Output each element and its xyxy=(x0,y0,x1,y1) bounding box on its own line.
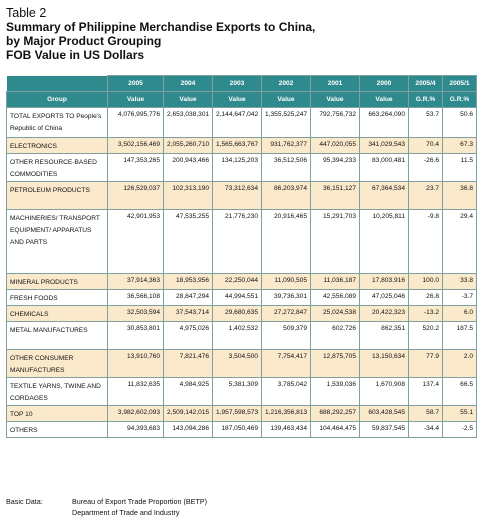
value-cell: 86,203,974 xyxy=(262,182,311,210)
growth-rate-cell: 2.0 xyxy=(443,350,477,378)
value-cell: 341,029,543 xyxy=(360,138,409,154)
value-cell: 603,428,545 xyxy=(360,406,409,422)
value-cell: 29,680,635 xyxy=(213,306,262,322)
value-cell: 27,272,847 xyxy=(262,306,311,322)
value-cell: 862,351 xyxy=(360,322,409,350)
table-title-block xyxy=(6,6,315,62)
year-header: 2005/4 xyxy=(409,76,443,92)
unit-header: G.R.% xyxy=(409,92,443,108)
group-cell: METAL MANUFACTURES xyxy=(7,322,108,350)
value-cell: 3,502,156,469 xyxy=(108,138,164,154)
value-cell: 42,901,953 xyxy=(108,210,164,274)
growth-rate-cell: 66.5 xyxy=(443,378,477,406)
unit-header: Value xyxy=(164,92,213,108)
value-cell: 21,776,230 xyxy=(213,210,262,274)
growth-rate-cell: 67.3 xyxy=(443,138,477,154)
value-cell: 102,313,190 xyxy=(164,182,213,210)
table-row xyxy=(7,406,477,422)
growth-rate-cell: 29.4 xyxy=(443,210,477,274)
growth-rate-cell: 33.8 xyxy=(443,274,477,290)
table-title-line-1: Summary of Philippine Merchandise Exports to China, xyxy=(6,20,316,34)
value-cell: 3,982,602,093 xyxy=(108,406,164,422)
value-cell: 13,910,760 xyxy=(108,350,164,378)
year-header: 2000 xyxy=(360,76,409,92)
table-row xyxy=(7,138,477,154)
value-cell: 32,503,594 xyxy=(108,306,164,322)
unit-header: G.R.% xyxy=(443,92,477,108)
value-cell: 2,509,142,015 xyxy=(164,406,213,422)
value-cell: 1,565,663,767 xyxy=(213,138,262,154)
table-row xyxy=(7,108,477,138)
header-blank-cell xyxy=(7,76,108,92)
group-cell: PETROLEUM PRODUCTS xyxy=(7,182,108,210)
value-cell: 147,353,265 xyxy=(108,154,164,182)
value-cell: 1,957,598,573 xyxy=(213,406,262,422)
value-cell: 73,312,634 xyxy=(213,182,262,210)
growth-rate-cell: -26.6 xyxy=(409,154,443,182)
value-cell: 2,653,038,301 xyxy=(164,108,213,138)
value-cell: 36,566,108 xyxy=(108,290,164,306)
value-cell: 39,736,301 xyxy=(262,290,311,306)
growth-rate-cell: 11.5 xyxy=(443,154,477,182)
value-cell: 200,943,466 xyxy=(164,154,213,182)
value-cell: 509,379 xyxy=(262,322,311,350)
growth-rate-cell: -34.4 xyxy=(409,422,443,438)
growth-rate-cell: 100.0 xyxy=(409,274,443,290)
value-cell: 104,464,475 xyxy=(311,422,360,438)
growth-rate-cell: 55.1 xyxy=(443,406,477,422)
value-cell: 11,090,505 xyxy=(262,274,311,290)
value-cell: 2,055,260,710 xyxy=(164,138,213,154)
group-cell: ELECTRONICS xyxy=(7,138,108,154)
growth-rate-cell: -3.7 xyxy=(443,290,477,306)
group-cell: OTHERS xyxy=(7,422,108,438)
years-header-row xyxy=(7,76,477,92)
value-cell: 126,529,037 xyxy=(108,182,164,210)
unit-header: Value xyxy=(360,92,409,108)
growth-rate-cell: -2.5 xyxy=(443,422,477,438)
value-cell: 22,250,044 xyxy=(213,274,262,290)
table-row xyxy=(7,182,477,210)
value-cell: 47,025,046 xyxy=(360,290,409,306)
growth-rate-cell: 77.9 xyxy=(409,350,443,378)
value-cell: 95,394,233 xyxy=(311,154,360,182)
value-cell: 11,036,187 xyxy=(311,274,360,290)
year-header: 2005 xyxy=(108,76,164,92)
value-cell: 931,762,377 xyxy=(262,138,311,154)
value-cell: 10,205,811 xyxy=(360,210,409,274)
value-cell: 44,994,551 xyxy=(213,290,262,306)
year-header: 2003 xyxy=(213,76,262,92)
source-line-1: Bureau of Export Trade Proportion (BETP) xyxy=(72,497,208,506)
group-cell: CHEMICALS xyxy=(7,306,108,322)
growth-rate-cell: -9.8 xyxy=(409,210,443,274)
value-cell: 5,381,309 xyxy=(213,378,262,406)
value-cell: 37,543,714 xyxy=(164,306,213,322)
group-cell: TOP 10 xyxy=(7,406,108,422)
value-cell: 94,393,683 xyxy=(108,422,164,438)
value-cell: 17,803,916 xyxy=(360,274,409,290)
units-header-row xyxy=(7,92,477,108)
table-row xyxy=(7,306,477,322)
value-cell: 18,953,956 xyxy=(164,274,213,290)
value-cell: 792,756,732 xyxy=(311,108,360,138)
value-cell: 1,216,356,813 xyxy=(262,406,311,422)
table-row xyxy=(7,378,477,406)
value-cell: 4,076,995,776 xyxy=(108,108,164,138)
value-cell: 20,916,465 xyxy=(262,210,311,274)
value-cell: 688,292,257 xyxy=(311,406,360,422)
growth-rate-cell: 23.7 xyxy=(409,182,443,210)
group-cell: MINERAL PRODUCTS xyxy=(7,274,108,290)
table-row xyxy=(7,274,477,290)
group-cell: FRESH FOODS xyxy=(7,290,108,306)
growth-rate-cell: 53.7 xyxy=(409,108,443,138)
value-cell: 139,463,434 xyxy=(262,422,311,438)
value-cell: 42,556,089 xyxy=(311,290,360,306)
value-cell: 134,125,203 xyxy=(213,154,262,182)
growth-rate-cell: 187.5 xyxy=(443,322,477,350)
value-cell: 7,754,417 xyxy=(262,350,311,378)
unit-header: Value xyxy=(213,92,262,108)
table-row xyxy=(7,322,477,350)
year-header: 2002 xyxy=(262,76,311,92)
year-header: 2004 xyxy=(164,76,213,92)
table-title-line-3: FOB Value in US Dollars xyxy=(6,48,145,62)
group-cell: OTHER RESOURCE-BASED COMMODITIES xyxy=(7,154,108,182)
growth-rate-cell: 36.8 xyxy=(443,182,477,210)
growth-rate-cell: 6.0 xyxy=(443,306,477,322)
source-line-2: Department of Trade and Industry xyxy=(72,508,180,517)
value-cell: 12,875,705 xyxy=(311,350,360,378)
growth-rate-cell: 137.4 xyxy=(409,378,443,406)
value-cell: 15,291,703 xyxy=(311,210,360,274)
value-cell: 67,364,534 xyxy=(360,182,409,210)
table-row xyxy=(7,154,477,182)
value-cell: 83,000,481 xyxy=(360,154,409,182)
year-header: 2001 xyxy=(311,76,360,92)
group-cell: MACHINERIES/ TRANSPORT EQUIPMENT/ APPARATUS AND PARTS xyxy=(7,210,108,274)
value-cell: 7,821,476 xyxy=(164,350,213,378)
value-cell: 11,832,635 xyxy=(108,378,164,406)
value-cell: 187,050,469 xyxy=(213,422,262,438)
table-row xyxy=(7,350,477,378)
value-cell: 3,785,042 xyxy=(262,378,311,406)
value-cell: 20,422,323 xyxy=(360,306,409,322)
growth-rate-cell: 50.6 xyxy=(443,108,477,138)
table-row xyxy=(7,290,477,306)
value-cell: 4,975,026 xyxy=(164,322,213,350)
table-number: Table 2 xyxy=(6,6,47,20)
value-cell: 47,535,255 xyxy=(164,210,213,274)
value-cell: 1,402,532 xyxy=(213,322,262,350)
value-cell: 143,094,286 xyxy=(164,422,213,438)
table-title-line-2: by Major Product Grouping xyxy=(6,34,162,48)
table-body xyxy=(7,108,477,438)
value-cell: 36,151,127 xyxy=(311,182,360,210)
value-cell: 2,144,647,042 xyxy=(213,108,262,138)
group-header: Group xyxy=(7,92,108,108)
growth-rate-cell: 58.7 xyxy=(409,406,443,422)
value-cell: 59,837,545 xyxy=(360,422,409,438)
unit-header: Value xyxy=(262,92,311,108)
value-cell: 36,512,506 xyxy=(262,154,311,182)
value-cell: 25,024,538 xyxy=(311,306,360,322)
value-cell: 663,264,090 xyxy=(360,108,409,138)
value-cell: 28,847,294 xyxy=(164,290,213,306)
growth-rate-cell: 70.4 xyxy=(409,138,443,154)
value-cell: 37,914,363 xyxy=(108,274,164,290)
source-note xyxy=(6,496,207,518)
growth-rate-cell: 26.8 xyxy=(409,290,443,306)
value-cell: 1,670,908 xyxy=(360,378,409,406)
group-cell: TEXTILE YARNS, TWINE AND CORDAGES xyxy=(7,378,108,406)
table-row xyxy=(7,210,477,274)
value-cell: 30,853,801 xyxy=(108,322,164,350)
year-header: 2005/1 xyxy=(443,76,477,92)
unit-header: Value xyxy=(311,92,360,108)
growth-rate-cell: 520.2 xyxy=(409,322,443,350)
table-row xyxy=(7,422,477,438)
growth-rate-cell: -13.2 xyxy=(409,306,443,322)
value-cell: 13,150,634 xyxy=(360,350,409,378)
value-cell: 447,020,055 xyxy=(311,138,360,154)
value-cell: 4,984,925 xyxy=(164,378,213,406)
value-cell: 3,504,500 xyxy=(213,350,262,378)
value-cell: 602,726 xyxy=(311,322,360,350)
value-cell: 1,539,036 xyxy=(311,378,360,406)
group-cell: OTHER CONSUMER MANUFACTURES xyxy=(7,350,108,378)
unit-header: Value xyxy=(108,92,164,108)
source-label: Basic Data: xyxy=(6,497,43,506)
exports-table xyxy=(6,75,477,438)
value-cell: 1,355,525,247 xyxy=(262,108,311,138)
group-cell: TOTAL EXPORTS TO People's Republic of China xyxy=(7,108,108,138)
